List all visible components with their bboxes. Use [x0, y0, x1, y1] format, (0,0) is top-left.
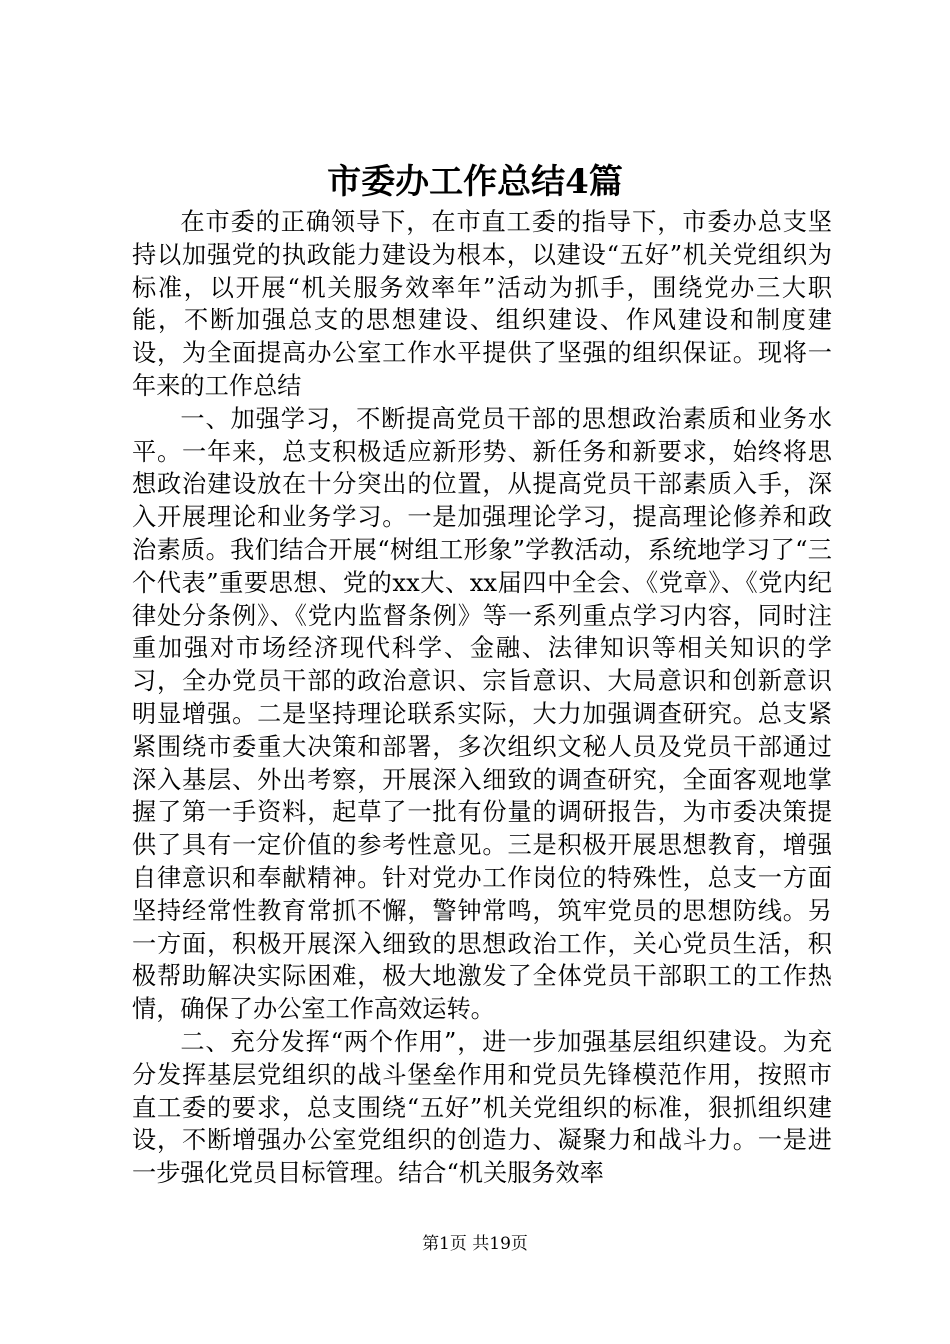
page-title: 市委办工作总结4篇	[327, 162, 623, 202]
document-body	[132, 206, 832, 1190]
paragraph-section-2: 二、充分发挥“两个作用”，进一步加强基层组织建设。为充分发挥基层党组织的战斗堡垒作用和党员先锋模范作用，按照市直工委的要求，总支围绕“五好”机关党组织的标准，狠抓组织建设，不断增强办公室党组织的创造力、凝聚力和战斗力。一是进一步强化党员目标管理。结合“机关服务效率	[132, 1027, 832, 1188]
paragraph-section-1: 一、加强学习，不断提高党员干部的思想政治素质和业务水平。一年来，总支积极适应新形势、新任务和新要求，始终将思想政治建设放在十分突出的位置，从提高党员干部素质入手，深入开展理论和业务学习。一是加强理论学习，提高理论修养和政治素质。我们结合开展“树组工形象”学教活动，系统地学习了“三个代表”重要思想、党的xx大、xx届四中全会、《党章》、《党内纪律处分条例》、《党内监督条例》等一系列重点学习内容，同时注重加强对市场经济现代科学、金融、法律知识等相关知识的学习，全办党员干部的政治意识、宗旨意识、大局意识和创新意识明显增强。二是坚持理论联系实际，大力加强调查研究。总支紧紧围绕市委重大决策和部署，多次组织文秘人员及党员干部通过深入基层、外出考察，开展深入细致的调查研究，全面客观地掌握了第一手资料，起草了一批有份量的调研报告，为市委决策提供了具有一定价值的参考性意见。三是积极开展思想教育，增强自律意识和奉献精神。针对党办工作岗位的特殊性，总支一方面坚持经常性教育常抓不懈，警钟常鸣，筑牢党员的思想防线。另一方面，积极开展深入细致的思想政治工作，关心党员生活，积极帮助解决实际困难，极大地激发了全体党员干部职工的工作热情，确保了办公室工作高效运转。	[132, 404, 832, 1024]
paragraph-intro: 在市委的正确领导下，在市直工委的指导下，市委办总支坚持以加强党的执政能力建设为根本，以建设“五好”机关党组织为标准，以开展“机关服务效率年”活动为抓手，围绕党办三大职能，不断加强总支的思想建设、组织建设、作风建设和制度建设，为全面提高办公室工作水平提供了坚强的组织保证。现将一年来的工作总结	[132, 208, 832, 400]
page-number-footer: 第1页 共19页	[422, 1234, 528, 1254]
